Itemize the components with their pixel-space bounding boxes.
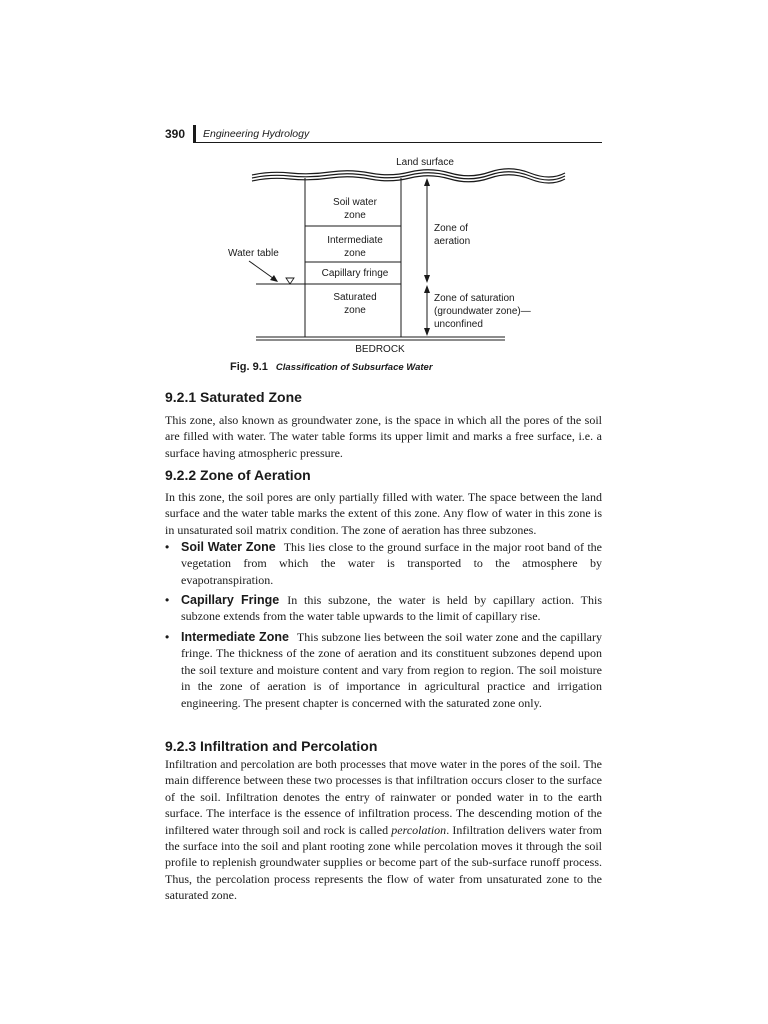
bullet-soil-water-zone xyxy=(165,539,602,588)
figure-caption-text: Classification of Subsurface Water xyxy=(275,362,433,373)
bullet-text: This subzone lies between the soil water zone and the capillary fringe. The thickness of the zone of aeration and its constituent subzones depend upon the soil texture and moisture content and vary from region to region. The soil moisture in the zone of aeration is of importance in agricultural practice and irrigation engineering. The present chapter is concerned with the saturated zone only. xyxy=(181,630,602,710)
bullet-capillary-fringe xyxy=(165,592,602,625)
bullet-term: Intermediate Zone xyxy=(181,630,289,644)
water-table-label: Water table xyxy=(228,248,279,259)
section-text-part-2: . Infiltration delivers water from the surface into the soil and plant rooting zone while percolation moves it through the soil profile to replenish groundwater supplies or become part of the sub-surface runoff process. Thus, the percolation process represents the flow of water from unsaturated zone to the saturated zone. xyxy=(165,822,602,903)
aeration-arrow-bottom xyxy=(424,275,430,283)
bullet-text: This lies close to the ground surface in the major root band of the vegetation from which the water is transported to the atmosphere by evapotranspiration. xyxy=(181,540,602,587)
bullet-dot: • xyxy=(165,540,170,554)
bullet-intermediate-zone xyxy=(165,629,602,711)
water-table-pointer-head xyxy=(270,275,278,282)
section-text-9-2-3 xyxy=(165,756,602,904)
capillary-fringe-label: Capillary fringe xyxy=(321,268,389,279)
bullet-term: Capillary Fringe xyxy=(181,593,280,607)
section-heading-9-2-1: 9.2.1 Saturated Zone xyxy=(165,389,302,405)
saturation-arrow-bottom xyxy=(424,328,430,336)
section-text-part-1: Infiltration and percolation are both processes that move water in the pores of the soil. The main difference between these two processes is that infiltration occurs closer to the surface of the soil. Infiltration denotes the entry of rainwater or ponded water in to the earth surface. The interface is the essence of infiltration process. The descending motion of the infiltered water through soil and rock is called xyxy=(165,757,602,837)
zone-of-aeration-label-2: aeration xyxy=(434,236,471,247)
soil-water-zone-label-1: Soil water xyxy=(333,197,377,208)
zone-of-saturation-label-2: (groundwater zone)— xyxy=(434,306,531,317)
percolation-term: percolation xyxy=(391,822,447,837)
zone-of-aeration-label-1: Zone of xyxy=(434,223,468,234)
saturated-zone-label-2: zone xyxy=(344,305,366,316)
zone-of-saturation-label-1: Zone of saturation xyxy=(434,293,515,304)
bullet-dot: • xyxy=(165,630,170,644)
bullet-dot: • xyxy=(165,593,170,607)
figure-number: Fig. 9.1 xyxy=(230,361,268,373)
zone-of-saturation-label-3: unconfined xyxy=(434,319,483,330)
land-surface-label: Land surface xyxy=(396,157,454,168)
book-title: Engineering Hydrology xyxy=(203,128,310,140)
saturated-zone-label-1: Saturated xyxy=(333,292,377,303)
figure-caption xyxy=(230,361,433,373)
bedrock-label: BEDROCK xyxy=(355,344,405,355)
soil-water-zone-label-2: zone xyxy=(344,210,366,221)
section-heading-9-2-2: 9.2.2 Zone of Aeration xyxy=(165,467,311,483)
water-table-symbol xyxy=(286,278,294,284)
bullet-term: Soil Water Zone xyxy=(181,540,276,554)
section-heading-9-2-3: 9.2.3 Infiltration and Percolation xyxy=(165,738,378,754)
intermediate-zone-label-1: Intermediate xyxy=(327,235,383,246)
page-number: 390 xyxy=(165,127,186,141)
aeration-arrow-top xyxy=(424,178,430,186)
section-text-9-2-1: This zone, also known as groundwater zone, is the space in which all the pores of the soil are filled with water. The water table forms its upper limit and marks a free surface, i.e. a surface having atmospheric pressure. xyxy=(165,413,602,460)
bullet-text: In this subzone, the water is held by capillary action. This subzone extends from the water table upwards to the limit of capillary rise. xyxy=(181,593,602,624)
section-text-9-2-2: In this zone, the soil pores are only partially filled with water. The space between the land surface and the water table marks the extent of this zone. Any flow of water in this zone is in unsaturated soil matrix condition. The zone of aeration has three subzones. xyxy=(165,490,602,537)
intermediate-zone-label-2: zone xyxy=(344,248,366,259)
saturation-arrow-top xyxy=(424,285,430,293)
